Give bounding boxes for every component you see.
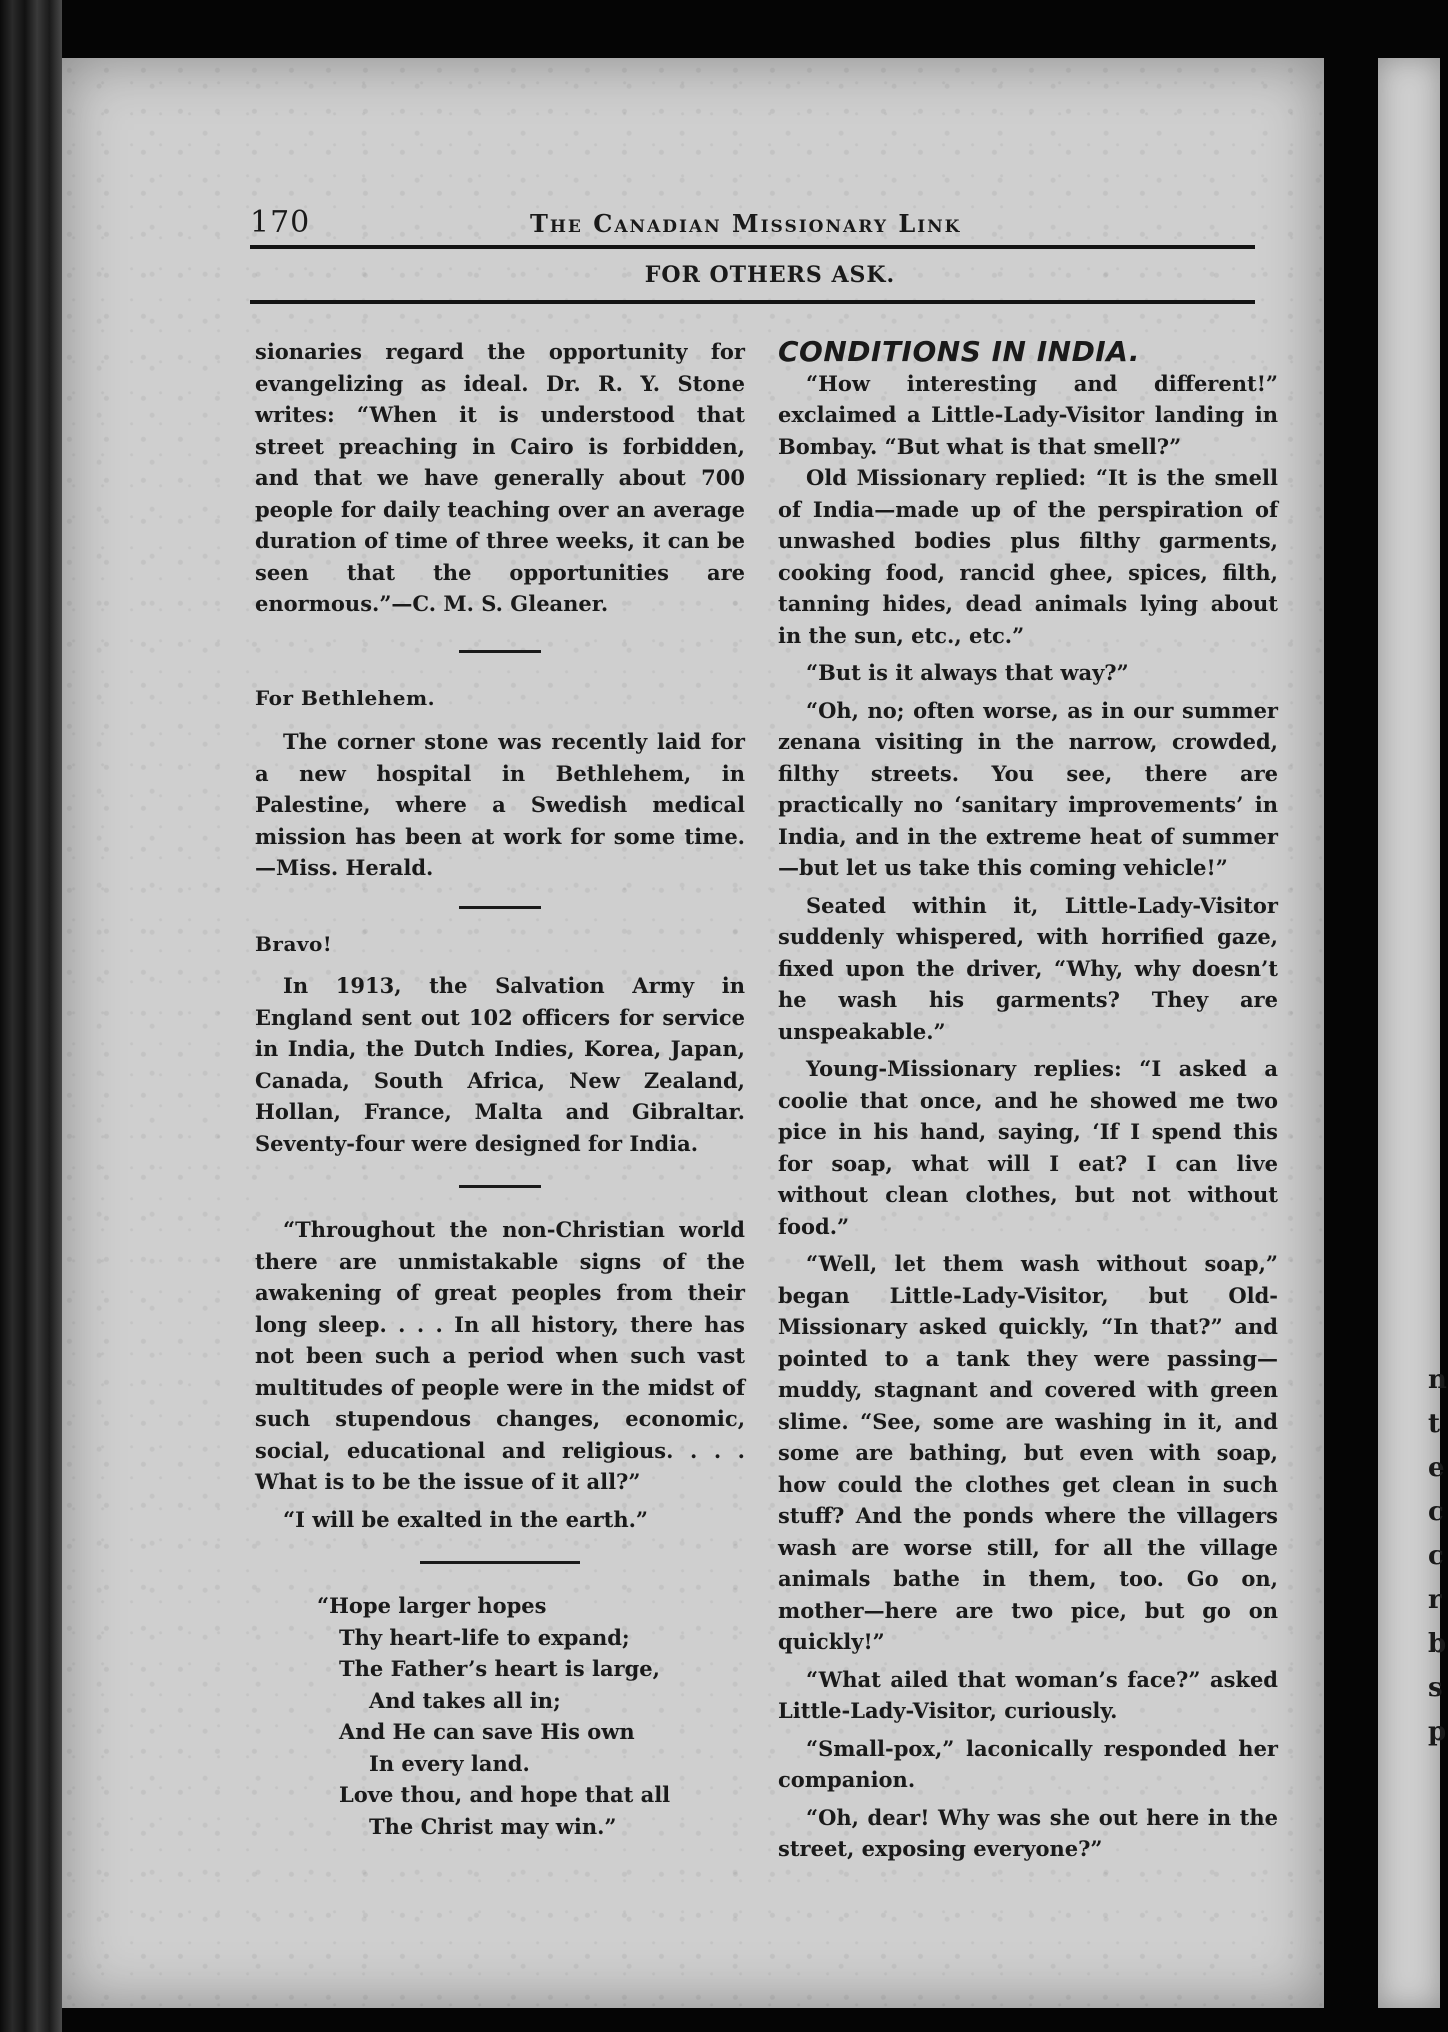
poem (255, 1590, 745, 1842)
article-title: CONDITIONS IN INDIA. (778, 335, 1141, 368)
fragment-letter: b (1428, 1629, 1447, 1659)
poem-line: Thy heart-life to expand; (339, 1624, 630, 1650)
bethlehem-paragraph: The corner stone was recently laid for a new hospital in Bethlehem, in Palestine, where a Swedish medical mission has been at work for some time.—Miss. Herald. (255, 729, 745, 880)
article-paragraph: “What ailed that woman’s face?” asked Little-Lady-Visitor, curiously. (778, 1666, 1278, 1723)
journal-title: The Canadian Missionary Link (530, 209, 962, 238)
running-header (250, 205, 1260, 245)
fragment-letter: c (1428, 1497, 1444, 1527)
poem-line: The Christ may win.” (369, 1813, 617, 1839)
section-title-bravo: Bravo! (255, 931, 333, 956)
article-paragraph: Old Missionary replied: “It is the smell of India—made up of the perspiration of unwashed bodies plus filthy garments, cooking food, rancid ghee, spices, filth, tanning hides, dead animals lying about in the sun, etc., etc.” (778, 465, 1278, 648)
article-paragraph: “Oh, no; often worse, as in our summer zenana visiting in the narrow, crowded, filthy streets. You see, there are practically no ‘sanitary improvements’ in India, and in the extreme heat of summer—but let us take this coming vehicle!” (778, 697, 1278, 880)
article-paragraph: “Oh, dear! Why was she out here in the street, exposing everyone?” (778, 1804, 1278, 1861)
poem-line: And He can save His own (339, 1719, 635, 1744)
subheader-rule (250, 300, 1255, 304)
article-paragraph: Young-Missionary replies: “I asked a coolie that once, and he showed me two pice in his hand, saying, ‘If I spend this for soap, what will I eat? I can live without clean clothes, but not without food.” (778, 1056, 1278, 1239)
column-heading: FOR OTHERS ASK. (644, 262, 896, 288)
fragment-letter: e (1428, 1453, 1445, 1483)
section-title-bethlehem: For Bethlehem. (255, 685, 436, 710)
article-paragraph: “Small-pox,” laconically responded her companion. (778, 1735, 1278, 1792)
fragment-letter: t (1428, 1409, 1441, 1439)
page-gutter (1324, 40, 1378, 2000)
column-heading-row (0, 262, 1440, 288)
article-paragraph: “But is it always that way?” (806, 660, 1129, 685)
article-paragraph: “How interesting and different!” exclaimed a Little-Lady-Visitor landing in Bombay. “But what is that smell?” (778, 370, 1278, 459)
article-paragraph: Seated within it, Little-Lady-Visitor suddenly whispered, with horrified gaze, fixed upon the driver, “Why, why doesn’t he wash his garments? They are unspeakable.” (778, 892, 1278, 1044)
fragment-letter: n (1428, 1365, 1447, 1395)
poem-line: “Hope larger hopes (317, 1593, 547, 1618)
right-column (778, 336, 1278, 1865)
page-number: 170 (250, 205, 311, 240)
left-column (255, 336, 745, 1842)
fragment-letter: s (1428, 1673, 1443, 1703)
adjacent-page-edge (1378, 58, 1447, 2008)
header-rule (250, 245, 1255, 249)
poem-line: Love thou, and hope that all (339, 1782, 671, 1807)
continued-paragraph: sionaries regard the opportunity for evangelizing as ideal. Dr. R. Y. Stone writes: “When it is understood that street preaching in Cairo is forbidden, and that we have generally about 700 people for daily teaching over an average duration of time of three weeks, it can be seen that the opportunities are enormous.”—C. M. S. Gleaner. (255, 339, 745, 616)
fragment-letter: p (1428, 1717, 1447, 1747)
exalted-quote: “I will be exalted in the earth.” (283, 1506, 648, 1532)
poem-line: And takes all in; (369, 1687, 561, 1713)
adjacent-page-fragments (1428, 1358, 1448, 1754)
poem-line: The Father’s heart is large, (339, 1656, 660, 1681)
article-paragraph: “Well, let them wash without soap,” began Little-Lady-Visitor, but Old-Missionary asked quickly, “In that?” and pointed to a tank they were passing—muddy, stagnant and covered with green slime. “See, some are washing in it, and some are bathing, but even with soap, how could the clothes get clean in such stuff? And the ponds where the villagers wash are worse still, for all the village animals bathe in them, too. Go on, mother—here are two pice, but go on quickly!” (778, 1251, 1278, 1654)
poem-line: In every land. (369, 1750, 530, 1776)
fragment-letter: c (1428, 1541, 1444, 1571)
awakening-quote: “Throughout the non-Christian world there are unmistakable signs of the awakening of great peoples from their long sleep. . . . In all history, there has not been such a period when such vast multitudes of people were in the midst of such stupendous changes, economic, social, educational and religious. . . . What is to be the issue of it all?” (255, 1217, 745, 1494)
fragment-letter: r (1428, 1585, 1442, 1615)
book-spine (0, 0, 62, 2032)
bravo-paragraph: In 1913, the Salvation Army in England sent out 102 officers for service in India, the Dutch Indies, Korea, Japan, Canada, South Africa, New Zealand, Hollan, France, Malta and Gibraltar. Seventy-four were designed for India. (255, 973, 745, 1156)
